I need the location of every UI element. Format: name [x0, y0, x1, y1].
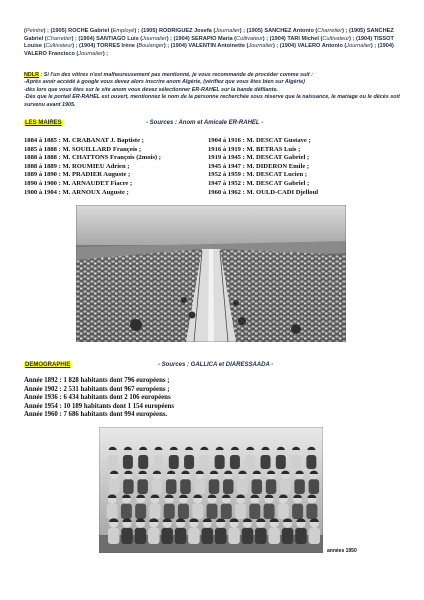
- name-text: ) ; (1904) TISSOT Louise (: [24, 35, 394, 50]
- name-text: ) ; (1905) SANCHEZ Antonio (: [239, 28, 318, 34]
- mayor-entry: 1900 à 1904 : M. ARNOUX Auguste ;: [24, 188, 129, 196]
- mayor-entry: 1885 à 1888 : M. SOUILLARD François ;: [24, 145, 142, 153]
- mayors-right-column: [208, 137, 408, 197]
- mayors-heading: [24, 120, 406, 129]
- mayors-left-column: [24, 137, 204, 197]
- occupation-text: Cultivateur: [322, 35, 350, 42]
- mayors-source: - Sources : Anom et Amicale ER-RAHEL -: [146, 120, 264, 126]
- class-photo: [99, 427, 323, 553]
- name-text: ) ;: [102, 50, 109, 57]
- occupation-text: Journalier: [248, 43, 273, 50]
- name-text: ) ; (1904) VALERO Antonio (: [272, 43, 347, 50]
- occupation-text: Peintre: [25, 28, 44, 34]
- name-text: ) ; (1904) SANTIAGO Luis (: [71, 35, 143, 42]
- mayor-entry: 1916 à 1919 : M. BETRAS Luis ;: [208, 145, 301, 153]
- mayor-entry: 1947 à 1952 : M. DESCAT Gabriel ;: [208, 179, 310, 187]
- mayor-entry: 1960 à 1962 : M. OULD-CADI Djelloul: [208, 188, 319, 196]
- occupation-text: Cultivateur: [45, 43, 73, 50]
- name-text: ) ; (1905) ROCHE Gabriel (: [43, 28, 113, 34]
- name-text: ) ; (1904) VALENTIN Antoinette (: [163, 43, 249, 50]
- occupation-text: Journalier: [78, 50, 103, 57]
- occupation-text: Cultivateur: [236, 35, 263, 42]
- occupation-text: Employé: [112, 28, 135, 34]
- occupation-text: Journalier: [215, 28, 240, 34]
- mayors-label: LES MAIRES: [25, 120, 62, 126]
- demography-label: DEMOGRAPHIE: [25, 362, 71, 368]
- demography-list: [24, 377, 324, 420]
- occupation-text: Journalier: [346, 43, 371, 50]
- mayor-entry: 1884 à 1885 : M. CRABANAT J. Baptiste ;: [24, 137, 144, 144]
- demography-heading: [24, 362, 406, 371]
- mayor-entry: 1888 à 1888 : M. CHATTONS François (2mois) ;: [24, 154, 161, 162]
- mayor-entry: 1889 à 1890 : M. PRADIER Auguste ;: [24, 171, 131, 179]
- mayor-entry: 1890 à 1900 : M. ARNAUDET Fiacre ;: [24, 179, 133, 187]
- demography-source: - Sources : GALLICA et DIARESSAADA -: [158, 362, 274, 368]
- mayor-entry: 1919 à 1945 : M. DESCAT Gabriel ;: [208, 154, 310, 162]
- occupation-text: Charretier: [317, 28, 343, 34]
- name-text: ) ; (1904) TARI Michel (: [262, 35, 323, 42]
- ndlr-line-2: -dès lors que vous êtes sur le site anom vous devez sélectionner ER-RAHEL sur la bande défilante.: [24, 86, 278, 93]
- population-entry: Année 1936 : 6 434 habitants dont 2 106 européens: [24, 394, 171, 402]
- name-text: ) ; (1904) VALERO Francisco (: [24, 43, 394, 57]
- class-photo-caption: années 1950: [327, 548, 357, 554]
- name-text: ) ; (1905) SANCHEZ Gabriel (: [24, 28, 394, 42]
- name-text: (: [24, 28, 26, 34]
- aerial-town-photo: [76, 205, 346, 342]
- mayor-entry: 1888 à 1889 : M. ROUMIEU Adrien ;: [24, 162, 130, 170]
- mayor-entry: 1952 à 1959 : M. DESCAT Lucien ;: [208, 171, 308, 179]
- mayor-entry: 1945 à 1947 : M. DIDERON Emile ;: [208, 162, 310, 170]
- names-paragraph: [24, 28, 406, 58]
- occupation-text: Boulanger: [138, 43, 164, 50]
- ndlr-note: [24, 72, 406, 109]
- mayor-entry: 1904 à 1916 : M. DESCAT Gustave ;: [208, 137, 311, 144]
- ndlr-line-1: -Après avoir accédé à google vous devez alors inscrire anom Algérie, (vérifiez que vous êtes bien sur Algérie): [24, 79, 305, 86]
- name-text: ) ; (1904) TORRES Irène (: [72, 43, 139, 50]
- ndlr-intro: : Si l'un des vôtres n'est malheureusement pas mentionné, je vous recommande de procéder comme suit :: [38, 72, 313, 78]
- population-entry: Année 1892 : 1 828 habitants dont 796 européens ;: [24, 377, 170, 384]
- population-entry: Année 1960 : 7 686 habitants dont 994 européens.: [24, 411, 168, 419]
- name-text: ) ; (1905) RODRIGUEZ Josefa (: [134, 28, 216, 34]
- occupation-text: Journalier: [142, 35, 167, 42]
- ndlr-line-3: -Dès que le portail ER-RAHEL est ouvert, mentionnez le nom de la personne recherchée sous réserve que la naissance, le mariage ou le décès soit survenu avant 1905.: [24, 94, 400, 108]
- name-text: ) ; (1904) SERAPIO Maria (: [166, 35, 237, 42]
- occupation-text: Charretier: [46, 35, 72, 42]
- ndlr-label: NDLR: [24, 72, 39, 78]
- population-entry: Année 1902 : 2 531 habitants dont 967 européens ;: [24, 385, 170, 393]
- population-entry: Année 1954 : 10 189 habitants dont 1 154 européens: [24, 402, 174, 410]
